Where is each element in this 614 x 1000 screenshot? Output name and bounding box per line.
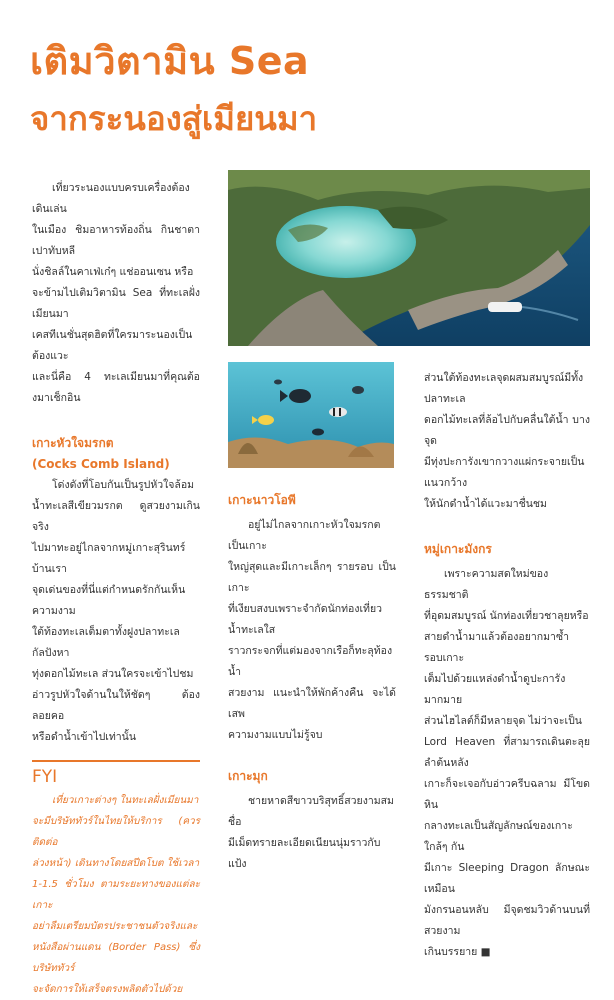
- nao-text: [228, 515, 396, 746]
- fyi-line: เที่ยวเกาะต่างๆ ในทะเลฝั่งเมียนมา: [52, 795, 199, 806]
- body-line: ใหญ่สุดและมีเกาะเล็กๆ รายรอบ เป็นเกาะ: [228, 561, 396, 594]
- fyi-line: ล่วงหน้า) เดินทางโดยสปีดโบต ใช้เวลา: [32, 858, 200, 869]
- article-title: เติมวิตามิน Sea: [30, 39, 310, 83]
- body-line: ใต้ท้องทะเลเต็มตาทั้งฝูงปลาทะเล กัลปังหา: [32, 626, 180, 659]
- mid-top-text: [424, 368, 590, 515]
- nao-heading: เกาะนาวโอพี: [228, 493, 296, 507]
- body-line: หรือดำน้ำเข้าไปเท่านั้น: [32, 731, 137, 743]
- intro-line: นั่งชิลล์ในคาเฟ่เก๋ๆ แช่ออนเซน หรือ: [32, 266, 194, 278]
- intro-line: เที่ยวระนองแบบครบเครื่องต้องเดินเล่น: [32, 182, 190, 215]
- fyi-line: จะมีบริษัททัวร์ในไทยให้บริการ (ควรติดต่อ: [32, 816, 200, 848]
- underwater-fish-photo: [228, 362, 394, 468]
- body-line: Lord Heaven ที่สามารถเดินตะลุยลำต้นหลัง: [424, 736, 590, 769]
- body-line: ที่อุดมสมบูรณ์ นักท่องเที่ยวชาลุยหรือ: [424, 610, 589, 622]
- body-line: มีเกาะ Sleeping Dragon ลักษณะเหมือน: [424, 862, 590, 895]
- fyi-title: FYI: [32, 767, 58, 787]
- body-line: ดอกไม้ทะเลที่ล้อไปกับคลื่นใต้น้ำ บางจุด: [424, 414, 590, 447]
- body-line: ให้นักดำน้ำได้แวะมาชื่นชม: [424, 498, 547, 510]
- body-line: มีทุ่งปะการังเขากวางแผ่กระจายเป็นแนวกว้าง: [424, 456, 585, 489]
- right-column: [424, 368, 590, 963]
- left-column: [32, 178, 200, 1000]
- body-line: สวยงาม แนะนำให้พักค้างคืน จะได้เสพ: [228, 687, 396, 720]
- body-line: เกาะก็จะเจอกับอ่าวครีบฉลาม มีโขดหิน: [424, 778, 590, 811]
- body-line: อ่าวรูปหัวใจด้านในให้ชัดๆ ต้องลอยคอ: [32, 689, 200, 722]
- body-line: ราวกระจกที่แต่มองจากเรือก็ทะลุท้องน้ำ: [228, 645, 393, 678]
- dragon-heading: หมู่เกาะมังกร: [424, 542, 492, 556]
- mook-text: [228, 791, 396, 875]
- intro-text: [32, 178, 200, 409]
- cocks-comb-heading: เกาะหัวใจมรกต: [32, 436, 114, 450]
- body-line: อยู่ไม่ไกลจากเกาะหัวใจมรกต เป็นเกาะ: [228, 519, 381, 552]
- dragon-text: [424, 564, 590, 963]
- body-line: ไปมาทะอยู่ไกลจากหมู่เกาะสุรินทร์บ้านเรา: [32, 542, 186, 575]
- middle-column: [228, 490, 396, 875]
- body-line: ที่เงียบสงบเพราะจำกัดนักท่องเที่ยว น้ำทะเลใส: [228, 603, 383, 636]
- intro-line: จะข้ามไปเติมวิตามิน Sea ที่ทะเลฝั่งเมียนมา: [32, 287, 200, 320]
- mook-heading: เกาะมุก: [228, 769, 268, 783]
- fyi-line: 1-1.5 ชั่วโมง ตามระยะทางของแต่ละเกาะ: [32, 879, 200, 911]
- body-line: ส่วนไฮไลต์ก็มีหลายจุด ไม่ว่าจะเป็น: [424, 715, 582, 727]
- body-line: มีเม็ดทรายละเอียดเนียนนุ่มราวกับแป้ง: [228, 837, 381, 870]
- fyi-line: หนังสือผ่านแดน (Border Pass) ซึ่งบริษัททัวร์: [32, 942, 200, 974]
- body-line: ส่วนใต้ท้องทะเลจุดผสมสมบูรณ์มีทั้งปลาทะเล: [424, 372, 584, 405]
- fyi-line: จะจัดการให้เสร็จตรงพลิดตัวไปด้วย: [32, 984, 183, 995]
- intro-line: และนี่คือ 4 ทะเลเมียนมาที่คุณต้องมาเช็กอิน: [32, 371, 200, 404]
- body-line: เต็มไปด้วยแหล่งดำน้ำดูปะการังมากมาย: [424, 673, 566, 706]
- body-line: กลางทะเลเป็นสัญลักษณ์ของเกาะ ใกล้ๆ กัน: [424, 820, 573, 853]
- body-line: สายดำน้ำมาแล้วต้องอยากมาซ้ำ รอบเกาะ: [424, 631, 569, 664]
- lagoon-aerial-photo: [228, 170, 590, 346]
- intro-line: เคสทีเนชั่นสุดฮิตที่ใครมาระนองเป็นต้องแวะ: [32, 329, 193, 362]
- body-line: ชายหาดสีขาวบริสุทธิ์สวยงามสมชื่อ: [228, 795, 394, 828]
- fyi-box: [32, 790, 200, 1000]
- cocks-comb-heading-en: (Cocks Comb Island): [32, 457, 170, 471]
- fyi-line: อย่าลืมเตรียมบัตรประชาชนตัวจริงและ: [32, 921, 198, 932]
- body-line: น้ำทะเลสีเขียวมรกต ดูสวยงามเกินจริง: [32, 500, 200, 533]
- body-line: เกินบรรยาย ■: [424, 946, 491, 958]
- article-subtitle: จากระนองสู่เมียนมา: [30, 99, 318, 138]
- intro-line: ในเมือง ชิมอาหารท้องถิ่น กินชาตาเปาทับหลี: [32, 224, 200, 257]
- body-line: เพราะความสดใหม่ของธรรมชาติ: [424, 568, 549, 601]
- body-line: ทุ่งดอกไม้ทะเล ส่วนใครจะเข้าไปชม: [32, 668, 194, 680]
- cocks-comb-text: [32, 475, 200, 748]
- body-line: โด่งดังที่โอบกันเป็นรูปหัวใจล้อม: [52, 479, 195, 491]
- body-line: ความงามแบบไม่รู้จบ: [228, 729, 323, 741]
- fyi-divider: [32, 760, 200, 762]
- body-line: จุดเด่นของที่นี่แต่กำหนดรักกันเห็นความงาม: [32, 584, 186, 617]
- body-line: มังกรนอนหลับ มีจุดชมวิวด้านบนที่สวยงาม: [424, 904, 590, 937]
